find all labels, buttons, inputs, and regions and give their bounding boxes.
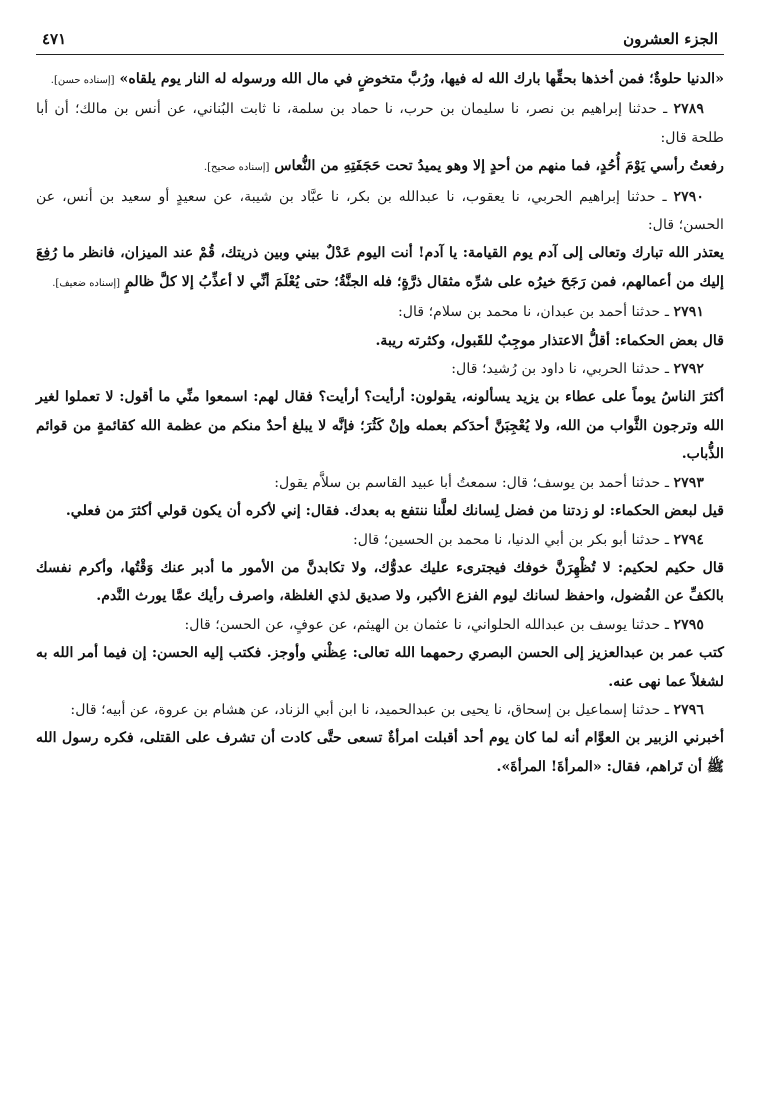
chain-grade: [إسناده حسن]. — [50, 75, 115, 86]
hadith-number: ٢٧٩٦ — [673, 701, 704, 718]
paragraph-text: ـ حدثنا إبراهيم بن نصر، نا سليمان بن حرب، نا حماد بن سلمة، نا ثابت البُناني، عن أنس بن مالك؛ أن أبا طلحة قال: — [36, 101, 724, 146]
paragraph-text: أكثرَ الناسُ يوماً على عطاء بن يزيد يسألونه، يقولون: أرأيت؟ أرأيت؟ فقال لهم: اسمعوا منِّي ما أقول: لا تعملوا لغير الله وترجون الثَّواب من الله، ولا يُعْجِبَنَّ أحدَكم بعمله وإنْ كَثُرَ؛ فإنَّه لا يبلغ أحدٌ منكم من عظمة الله كقائمةٍ من قوائم الذُّباب. — [36, 389, 724, 463]
paragraph-text: ـ حدثنا أبو بكر بن أبي الدنيا، نا محمد بن الحسين؛ قال: — [353, 531, 669, 548]
hadith-chain — [36, 526, 724, 554]
hadith-text — [36, 724, 724, 781]
hadith-chain — [36, 355, 724, 383]
paragraph-text: ـ حدثنا الحربي، نا داود بن رُشيد؛ قال: — [451, 361, 669, 378]
paragraph-text: ـ حدثنا إسماعيل بن إسحاق، نا يحيى بن عبدالحميد، نا ابن أبي الزناد، عن هشام بن عروة، عن أبيه؛ قال: — [70, 701, 669, 718]
hadith-chain — [36, 469, 724, 497]
hadith-text — [36, 497, 724, 525]
paragraph-text: «الدنيا حلوةٌ؛ فمن أخذها بحقِّها بارك الله له فيها، ورُبَّ متخوضٍ في مال الله ورسوله له النار يوم يلقاه» — [119, 71, 724, 87]
hadith-number: ٢٧٩٤ — [673, 531, 704, 548]
hadith-number: ٢٧٨٩ — [673, 101, 705, 118]
hadith-number: ٢٧٩٥ — [673, 616, 704, 633]
running-header — [36, 30, 724, 55]
hadith-text — [36, 327, 724, 355]
hadith-number: ٢٧٩٢ — [673, 361, 704, 378]
hadith-chain — [36, 696, 724, 724]
chain-grade: [إسناده صحيح]. — [203, 162, 270, 174]
hadith-number: ٢٧٩١ — [673, 304, 704, 321]
paragraph-text: كتب عمر بن عبدالعزيز إلى الحسن البصري رحمهما الله تعالى: عِظْني وأوجز. فكتب إليه الحسن: إن فيما أمر الله به لشغلاً عما نهى عنه. — [36, 645, 724, 690]
paragraph-text: قال بعض الحكماء: أقلُّ الاعتذار موجِبٌ للقَبول، وكثرته ريبة. — [375, 332, 724, 349]
paragraph-text: رفعتُ رأسي يَوْمَ أُحُدٍ، فما منهم من أحدٍ إلا وهو يميدُ تحت حَجَفَتِهِ من النُّعاس — [274, 158, 724, 175]
hadith-text — [36, 65, 724, 95]
page-number: ٤٧١ — [42, 30, 67, 48]
paragraph-text: أخبرني الزبير بن العوَّام أنه لما كان يوم أحد أقبلت امرأةٌ تسعى حتَّى كادت أن تشرف على القتلى، فكره رسول الله ﷺ أن تَراهم، فقال: «المرأةَ! المرأةَ». — [36, 730, 724, 775]
paragraph-text: يعتذر الله تبارك وتعالى إلى آدم يوم القيامة: يا آدم! أنت اليوم عَدْلٌ بيني وبين ذريتك، قُمْ عند الميزان، فانظر ما رُفِعَ إليك من أعمالهم، فمن رَجَحَ خيرُه على شرِّه مثقال ذرَّةٍ؛ فله الجنَّةُ؛ حتى يُعْلَمَ أنِّي لا أعذِّبُ إلا كلَّ ظالمٍ — [36, 245, 724, 290]
hadith-chain — [36, 298, 724, 326]
paragraph-text: ـ حدثنا أحمد بن يوسف؛ قال: سمعتُ أبا عبيد القاسم بن سلاَّم يقول: — [274, 474, 669, 491]
hadith-number: ٢٧٩٠ — [673, 188, 704, 205]
body-text — [36, 65, 724, 781]
hadith-chain — [36, 183, 724, 240]
chain-grade: [إسناده ضعيف]. — [52, 277, 121, 289]
document-page — [36, 30, 724, 1093]
hadith-text — [36, 554, 724, 611]
paragraph-text: قال حكيم لحكيم: لا تُظْهِرَنَّ خوفك فيجترىء عليك عدوُّك، ولا تكابدنَّ من الأمور ما أدبر عنك وَقْتُها، وأكرم نفسك بالكفِّ عن الفُضول، واحفظ لسانك ليوم الفزع الأكبر، ولا صديق لذي الغلظة، واصرف رأيك عمَّا يورث النَّدم. — [36, 559, 724, 605]
paragraph-text: ـ حدثنا إبراهيم الحربي، نا يعقوب، نا عبدالله بن بكر، نا عبَّاد بن شيبة، عن سعيدٍ أو سعيد بن أنس، عن الحسن؛ قال: — [36, 188, 724, 234]
hadith-chain — [36, 611, 724, 639]
paragraph-text: ـ حدثنا أحمد بن عبدان، نا محمد بن سلام؛ قال: — [397, 304, 669, 321]
hadith-text — [36, 152, 724, 182]
hadith-chain — [36, 95, 724, 152]
hadith-text — [36, 239, 724, 298]
running-title: الجزء العشرون — [623, 30, 718, 48]
hadith-number: ٢٧٩٣ — [673, 474, 704, 491]
paragraph-text: ـ حدثنا يوسف بن عبدالله الحلواني، نا عثمان بن الهيثم، عن عوفٍ، عن الحسن؛ قال: — [184, 616, 669, 633]
hadith-text — [36, 383, 724, 468]
paragraph-text: قيل لبعض الحكماء: لو زدتنا من فضل لِسانك لعلَّنا ننتفع به بعدك. فقال: إني لأكره أن يكون قولي أكثرَ من فعلي. — [65, 503, 724, 520]
hadith-text — [36, 639, 724, 696]
